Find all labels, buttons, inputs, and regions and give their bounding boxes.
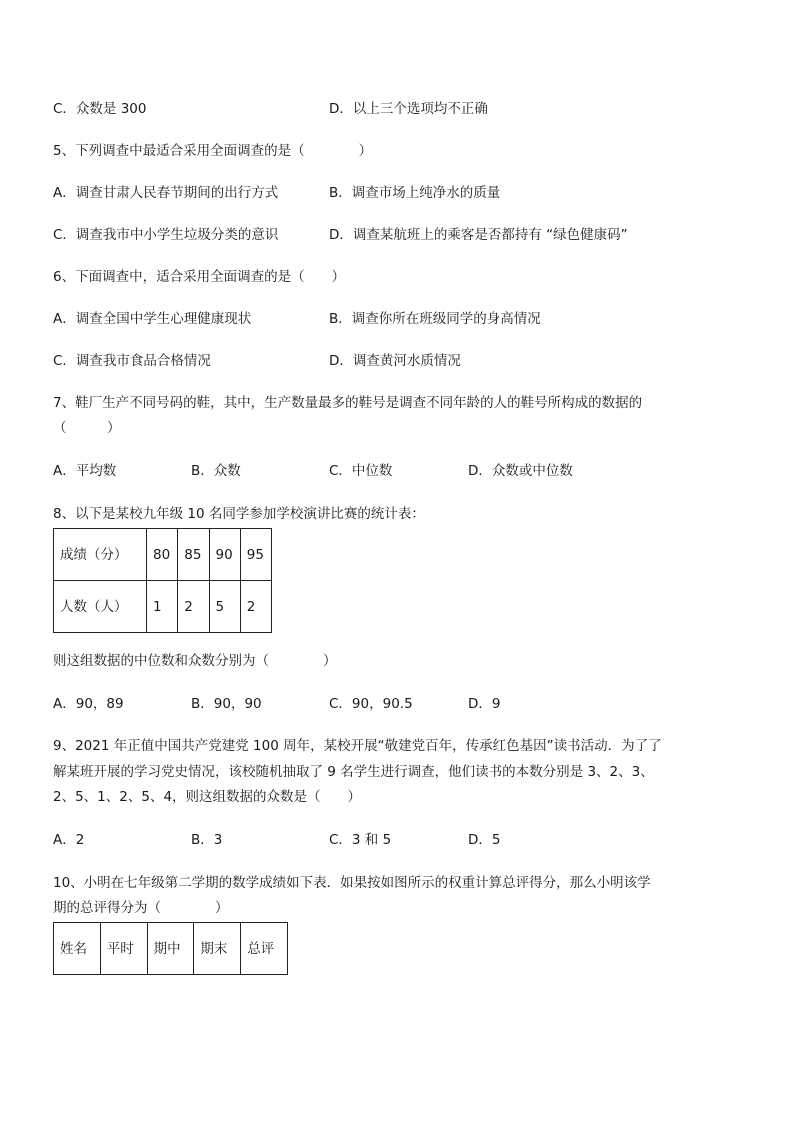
q10-table-header-row [54,923,288,975]
table-cell: 95 [240,529,271,581]
q8-question: 则这组数据的中位数和众数分别为（ ） [53,653,337,669]
q8-table-row-score [54,529,272,581]
q7-stem-line2: （ ） [53,420,121,436]
q10-grade-table [53,922,288,975]
q6-option-b: B．调查你所在班级同学的身高情况 [329,311,541,327]
q5-option-a: A．调查甘肃人民春节期间的出行方式 [53,185,279,201]
table-cell: 人数（人） [54,581,147,633]
table-cell: 85 [178,529,209,581]
q4-option-d: D．以上三个选项均不正确 [329,101,488,117]
q9-stem-line1: 9、2021 年正值中国共产党建党 100 周年，某校开展“敬建党百年，传承红色基因”读书活动．为了了 [53,738,662,754]
q7-option-a: A．平均数 [53,463,117,479]
q10-stem-line1: 10、小明在七年级第二学期的数学成绩如下表．如果按如图所示的权重计算总评得分，那么小明该学 [53,875,651,891]
q10-stem-line2: 期的总评得分为（ ） [53,900,229,916]
q7-option-b: B．众数 [191,463,241,479]
q6-option-c: C．调查我市食品合格情况 [53,353,211,369]
table-cell: 5 [209,581,240,633]
q9-stem-line3: 2、5、1、2、5、4，则这组数据的众数是（ ） [53,789,362,805]
table-header-cell: 姓名 [54,923,101,975]
q9-option-c: C．3 和 5 [329,832,392,848]
q7-option-d: D．众数或中位数 [468,463,573,479]
q8-option-d: D．9 [468,696,501,712]
q4-option-c: C．众数是 300 [53,101,147,117]
table-cell: 1 [147,581,178,633]
q6-option-a: A．调查全国中学生心理健康现状 [53,311,252,327]
q9-option-a: A．2 [53,832,85,848]
q8-option-a: A．90，89 [53,696,124,712]
q7-option-c: C．中位数 [329,463,393,479]
table-cell: 90 [209,529,240,581]
q5-option-b: B．调查市场上纯净水的质量 [329,185,501,201]
table-cell: 成绩（分） [54,529,147,581]
q9-option-b: B．3 [191,832,223,848]
q6-option-d: D．调查黄河水质情况 [329,353,461,369]
q5-option-d: D．调查某航班上的乘客是否都持有 “绿色健康码” [329,227,628,243]
table-header-cell: 期中 [147,923,194,975]
table-cell: 2 [178,581,209,633]
table-cell: 2 [240,581,271,633]
q8-option-c: C．90，90.5 [329,696,413,712]
q5-stem: 5、下列调查中最适合采用全面调查的是（ ） [53,143,373,159]
q6-stem: 6、下面调查中，适合采用全面调查的是（ ） [53,269,346,285]
table-header-cell: 平时 [100,923,147,975]
q8-option-b: B．90，90 [191,696,262,712]
q5-option-c: C．调查我市中小学生垃圾分类的意识 [53,227,279,243]
q8-stem: 8、以下是某校九年级 10 名同学参加学校演讲比赛的统计表： [53,506,425,522]
table-header-cell: 期末 [194,923,241,975]
q9-option-d: D．5 [468,832,501,848]
q8-table-row-count [54,581,272,633]
q8-score-table [53,528,272,633]
table-header-cell: 总评 [241,923,288,975]
q9-stem-line2: 解某班开展的学习党史情况，该校随机抽取了 9 名学生进行调查，他们读书的本数分别是 3、2、3、 [53,764,654,780]
table-cell: 80 [147,529,178,581]
q7-stem-line1: 7、鞋厂生产不同号码的鞋，其中，生产数量最多的鞋号是调查不同年龄的人的鞋号所构成的数据的 [53,395,643,411]
